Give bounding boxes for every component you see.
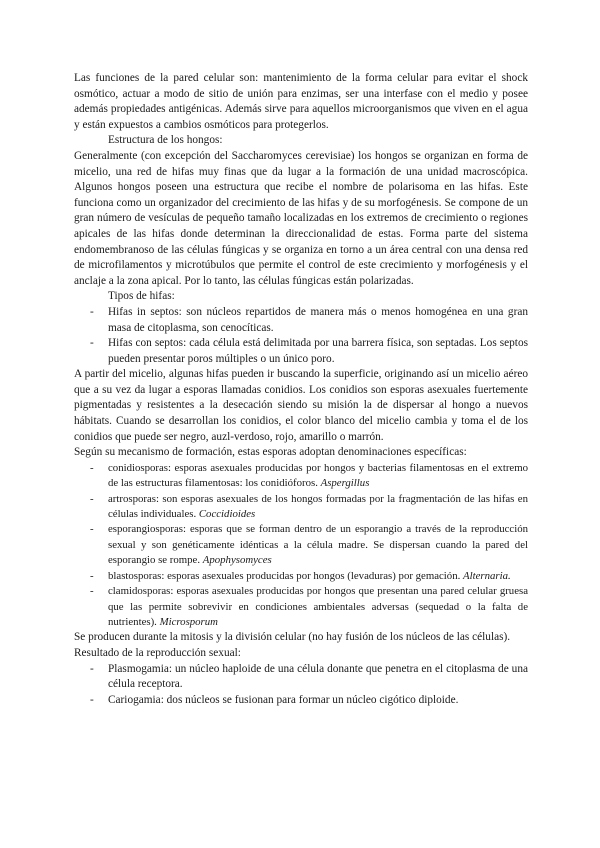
structure-paragraph: Generalmente (con excepción del Saccharomyces cerevisiae) los hongos se organizan en forma de micelio, una red de hifas muy finas que da lugar a la formación de una unidad macroscópica. Algunos hongos poseen una estructura que recibe el nombre de polarisoma en las hifas. Este funciona como un organizador del crecimiento de las hifas y de su morfogénesis. Se compone de un gran número de vesículas de pequeño tamaño localizadas en los extremos de crecimiento o regiones apicales de las hifas donde determinan la direccionalidad de estas. Forma parte del sistema endomembranoso de las células fúngicas y se organiza en torno a un área central con una densa red de microfilamentos y microtúbulos que permite el control de este crecimiento y morfogénesis y el anclaje a la zona apical. Por lo tanto, las células fúngicas están polarizadas.	[74, 149, 528, 287]
dash-bullet: -	[90, 693, 94, 706]
dash-bullet: -	[90, 492, 94, 505]
list-item: - Plasmogamia: un núcleo haploide de una célula donante que penetra en el citoplasma de una célula receptora.	[90, 662, 528, 691]
dash-bullet: -	[90, 523, 94, 536]
hyphae-list	[74, 305, 528, 367]
list-item: - artrosporas: son esporas asexuales de los hongos formadas por la fragmentación de las hifas en células individuales. Coccidioides	[90, 492, 528, 521]
hyphae-heading: Tipos de hifas:	[108, 290, 175, 303]
list-item: - Hifas con septos: cada célula está delimitada por una barrera física, son septadas. Los septos pueden presentar poros múltiples o un único poro.	[90, 337, 528, 365]
sexual-heading: Resultado de la reproducción sexual:	[74, 646, 241, 659]
formation-line: Según su mecanismo de formación, estas esporas adoptan denominaciones específicas:	[74, 446, 467, 459]
list-item: - blastosporas: esporas asexuales producidas por hongos (levaduras) por gemación. Alternaria.	[74, 569, 528, 584]
dash-bullet: -	[90, 461, 94, 474]
list-item: - conidiosporas: esporas asexuales producidas por hongos y bacterias filamentosas en el extremo de las estructuras filamentosas: los conidióforos. Aspergillus	[90, 461, 528, 490]
dash-bullet: -	[90, 337, 94, 350]
document-body	[74, 71, 528, 708]
list-item: - clamidosporas: esporas asexuales producidas por hongos que presentan una pared celular gruesa que las permite sobrevivir en condiciones ambientales adversas (sequedad o la falta de nutrientes). Microsporum	[90, 585, 528, 628]
dash-bullet: -	[90, 305, 94, 318]
dash-bullet: -	[90, 662, 94, 675]
structure-heading: Estructura de los hongos:	[108, 134, 223, 147]
species-example: Microsporum	[159, 615, 218, 628]
species-example: Aspergillus	[320, 477, 370, 490]
list-item: - Cariogamia: dos núcleos se fusionan para formar un núcleo cigótico diploide.	[74, 693, 528, 709]
list-item: - esporangiosporas: esporas que se forman dentro de un esporangio a través de la reproducción sexual y son genéticamente idénticas a la célula madre. Se dispersan cuando la pared del esporangio se rompe. Apophysomyces	[90, 523, 528, 567]
species-example: Apophysomyces	[202, 554, 272, 567]
sexual-list	[74, 662, 528, 709]
dash-bullet: -	[90, 585, 94, 598]
mitosis-paragraph: Se producen durante la mitosis y la división celular (no hay fusión de los núcleos de las células).	[74, 631, 511, 644]
dash-bullet: -	[90, 569, 94, 582]
list-item: - Hifas in septos: son núcleos repartidos de manera más o menos homogénea en una gran masa de citoplasma, son cenocíticas.	[90, 305, 528, 334]
mycelium-paragraph: A partir del micelio, algunas hifas pueden ir buscando la superficie, originando así un micelio aéreo que a su vez da lugar a esporas llamadas conidios. Los conidios son esporas asexuales fuertemente pigmentadas y resistentes a la desecación siendo su misión la de dispersar al hongo a nuevos hábitats. Cuando se desarrollan los conidios, el color blanco del micelio cambia y toma el de los conidios que puede ser negro, auzl-verdoso, rojo, amarillo o marrón.	[74, 368, 528, 443]
intro-paragraph: Las funciones de la pared celular son: mantenimiento de la forma celular para evitar el shock osmótico, actuar a modo de sitio de unión para enzimas, ser una interfase con el medio y posee además propiedades antigénicas. Además sirve para aquellos microorganismos que viven en el agua y están expuestos a cambios osmóticos para protegerlos.	[74, 72, 528, 131]
species-example: Alternaria.	[463, 569, 511, 582]
spore-list	[74, 461, 528, 630]
species-example: Coccidioides	[198, 508, 256, 521]
